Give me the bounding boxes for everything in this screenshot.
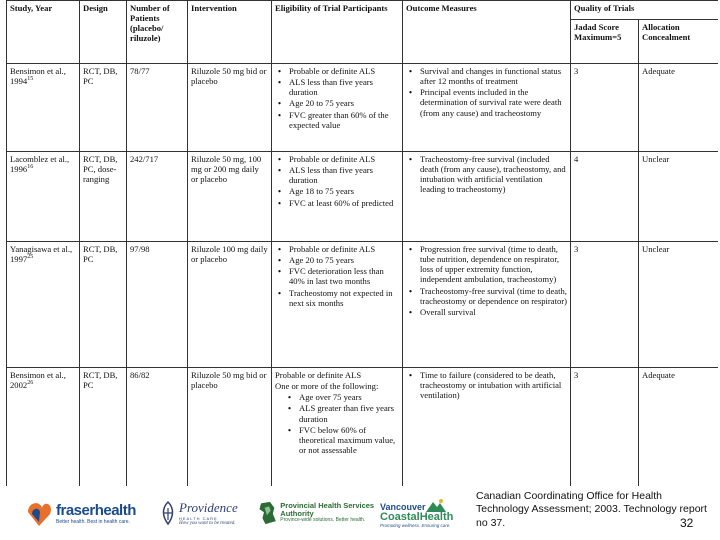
list-item: • ALS less than five years duration (275, 165, 399, 185)
mountain-icon (426, 498, 446, 512)
cell-patients: 242/717 (127, 152, 188, 242)
cell-study (7, 242, 80, 368)
list-item: • Probable or definite ALS (275, 66, 399, 76)
cell-jadad: 3 (571, 368, 639, 488)
list-item: • Age over 75 years (285, 392, 399, 402)
reference-number: 26 (27, 380, 34, 387)
table-row (7, 64, 719, 152)
providence-emblem-icon (160, 500, 176, 526)
header-allocation: Allocation Concealment (639, 20, 719, 64)
cell-design: RCT, DB, PC (80, 368, 127, 488)
list-item: • ALS less than five years duration (275, 77, 399, 97)
eligibility-intro-line: One or more of the following: (275, 381, 379, 392)
list-item: • FVC deterioration less than 40% in last two months (275, 266, 399, 286)
cell-jadad: 3 (571, 242, 639, 368)
list-item: • ALS greater than five years duration (285, 403, 399, 423)
outcome-list (406, 370, 567, 400)
fraserhealth-tagline: Better health. Best in health care. (56, 518, 130, 525)
list-item: • Survival and changes in functional status after 12 months of treatment (406, 66, 567, 86)
source-citation: Canadian Coordinating Office for Health Technology Assessment; 2003. Technology report no 37. (476, 490, 707, 529)
phsa-name: Provincial Health Services Authority (280, 501, 375, 519)
providence-name: Providence (179, 500, 238, 515)
providence-subtitle: HEALTH CARE (179, 516, 218, 521)
cell-eligibility (272, 64, 403, 152)
evidence-table-region (6, 0, 718, 488)
cell-outcomes (403, 368, 571, 488)
page-number: 32 (680, 516, 694, 530)
cell-study (7, 152, 80, 242)
cell-intervention: Riluzole 50 mg, 100 mg or 200 mg daily or placebo (188, 152, 272, 242)
cell-jadad: 3 (571, 64, 639, 152)
cell-intervention: Riluzole 50 mg bid or placebo (188, 64, 272, 152)
header-intervention: Intervention (188, 1, 272, 64)
list-item: • Tracheostomy-free survival (time to death, tracheostomy or dependence on respirator) (406, 286, 567, 306)
cell-patients: 78/77 (127, 64, 188, 152)
cell-allocation: Adequate (639, 64, 719, 152)
fraserhealth-emblem-icon (22, 496, 56, 530)
eligibility-list (275, 154, 399, 208)
providence-logo (160, 492, 252, 534)
list-item: • FVC greater than 60% of the expected value (275, 110, 399, 130)
fraserhealth-name: fraserhealth (56, 501, 136, 519)
outcome-list (406, 154, 567, 195)
list-item: • Probable or definite ALS (275, 244, 399, 254)
phsa-tagline: Province-wide solutions. Better health. (280, 517, 366, 524)
reference-number: 16 (27, 164, 34, 171)
cell-study (7, 64, 80, 152)
table-row (7, 152, 719, 242)
header-jadad: Jadad Score Maximum=5 (571, 20, 639, 64)
list-item: • Age 18 to 75 years (275, 186, 399, 196)
cell-allocation: Adequate (639, 368, 719, 488)
study-citation: Lacomblez et al., 1996 (10, 154, 70, 175)
study-citation: Bensimon et al., 1994 (10, 66, 66, 87)
reference-number: 15 (27, 76, 34, 83)
cell-outcomes (403, 152, 571, 242)
cell-eligibility (272, 242, 403, 368)
header-eligibility: Eligibility of Trial Participants (272, 1, 403, 64)
bc-map-icon (258, 496, 277, 530)
phsa-logo (258, 492, 376, 534)
header-study-year: Study, Year (7, 1, 80, 64)
table-row (7, 242, 719, 368)
cell-jadad: 4 (571, 152, 639, 242)
cell-study (7, 368, 80, 488)
cell-patients: 97/98 (127, 242, 188, 368)
list-item: • Probable or definite ALS (275, 154, 399, 164)
header-outcomes: Outcome Measures (403, 1, 571, 64)
outcome-list (406, 66, 567, 118)
vch-top-word: Vancouver (380, 502, 426, 512)
list-item: • Principal events included in the determination of survival rate were death (from any cause) and tracheostomy (406, 87, 567, 117)
header-quality: Quality of Trials (571, 1, 719, 20)
list-item: • Progression free survival (time to death, tube nutrition, dependence on respirator, loss of upper extremity function, independent ambulation, tracheostomy) (406, 244, 567, 285)
cell-design: RCT, DB, PC, dose-ranging (80, 152, 127, 242)
cell-allocation: Unclear (639, 152, 719, 242)
study-citation: Bensimon et al., 2002 (10, 370, 66, 391)
cell-outcomes (403, 64, 571, 152)
cell-design: RCT, DB, PC (80, 242, 127, 368)
list-item: • Time to failure (considered to be death, tracheostomy or intubation with artificial ventilation) (406, 370, 567, 400)
vch-tagline: Promoting wellness. Ensuring care. (380, 523, 451, 528)
outcome-list (406, 244, 567, 317)
header-patients: Number of Patients (placebo/ riluzole) (127, 1, 188, 64)
header-row (7, 1, 719, 20)
table-row (7, 368, 719, 488)
list-item: • FVC at least 60% of predicted (275, 198, 399, 208)
cell-patients: 86/82 (127, 368, 188, 488)
list-item: • Overall survival (406, 307, 567, 317)
list-item: • Tracheostomy not expected in next six months (275, 288, 399, 308)
vch-name: CoastalHealth (380, 511, 454, 523)
cell-eligibility (272, 368, 403, 488)
eligibility-list (275, 392, 399, 455)
trials-table (6, 0, 718, 488)
study-citation: Yanagisawa et al., 1997 (10, 244, 73, 265)
eligibility-list (275, 244, 399, 308)
cell-outcomes (403, 242, 571, 368)
fraserhealth-logo (22, 492, 152, 534)
eligibility-list (275, 66, 399, 130)
list-item: • Age 20 to 75 years (275, 255, 399, 265)
list-item: • FVC below 60% of theoretical maximum value, or not assessable (285, 425, 399, 455)
reference-number: 25 (27, 254, 34, 261)
cell-allocation: Unclear (639, 242, 719, 368)
header-design: Design (80, 1, 127, 64)
cell-intervention: Riluzole 50 mg bid or placebo (188, 368, 272, 488)
providence-tagline: How you want to be treated. (179, 521, 236, 526)
list-item: • Age 20 to 75 years (275, 98, 399, 108)
cell-intervention: Riluzole 100 mg daily or placebo (188, 242, 272, 368)
cell-eligibility (272, 152, 403, 242)
eligibility-intro-line: Probable or definite ALS (275, 370, 362, 380)
cell-design: RCT, DB, PC (80, 64, 127, 152)
list-item: • Tracheostomy-free survival (included death (from any cause), tracheostomy, and intubation with artificial ventilation leading to tracheostomy) (406, 154, 567, 195)
vch-logo (380, 492, 476, 534)
